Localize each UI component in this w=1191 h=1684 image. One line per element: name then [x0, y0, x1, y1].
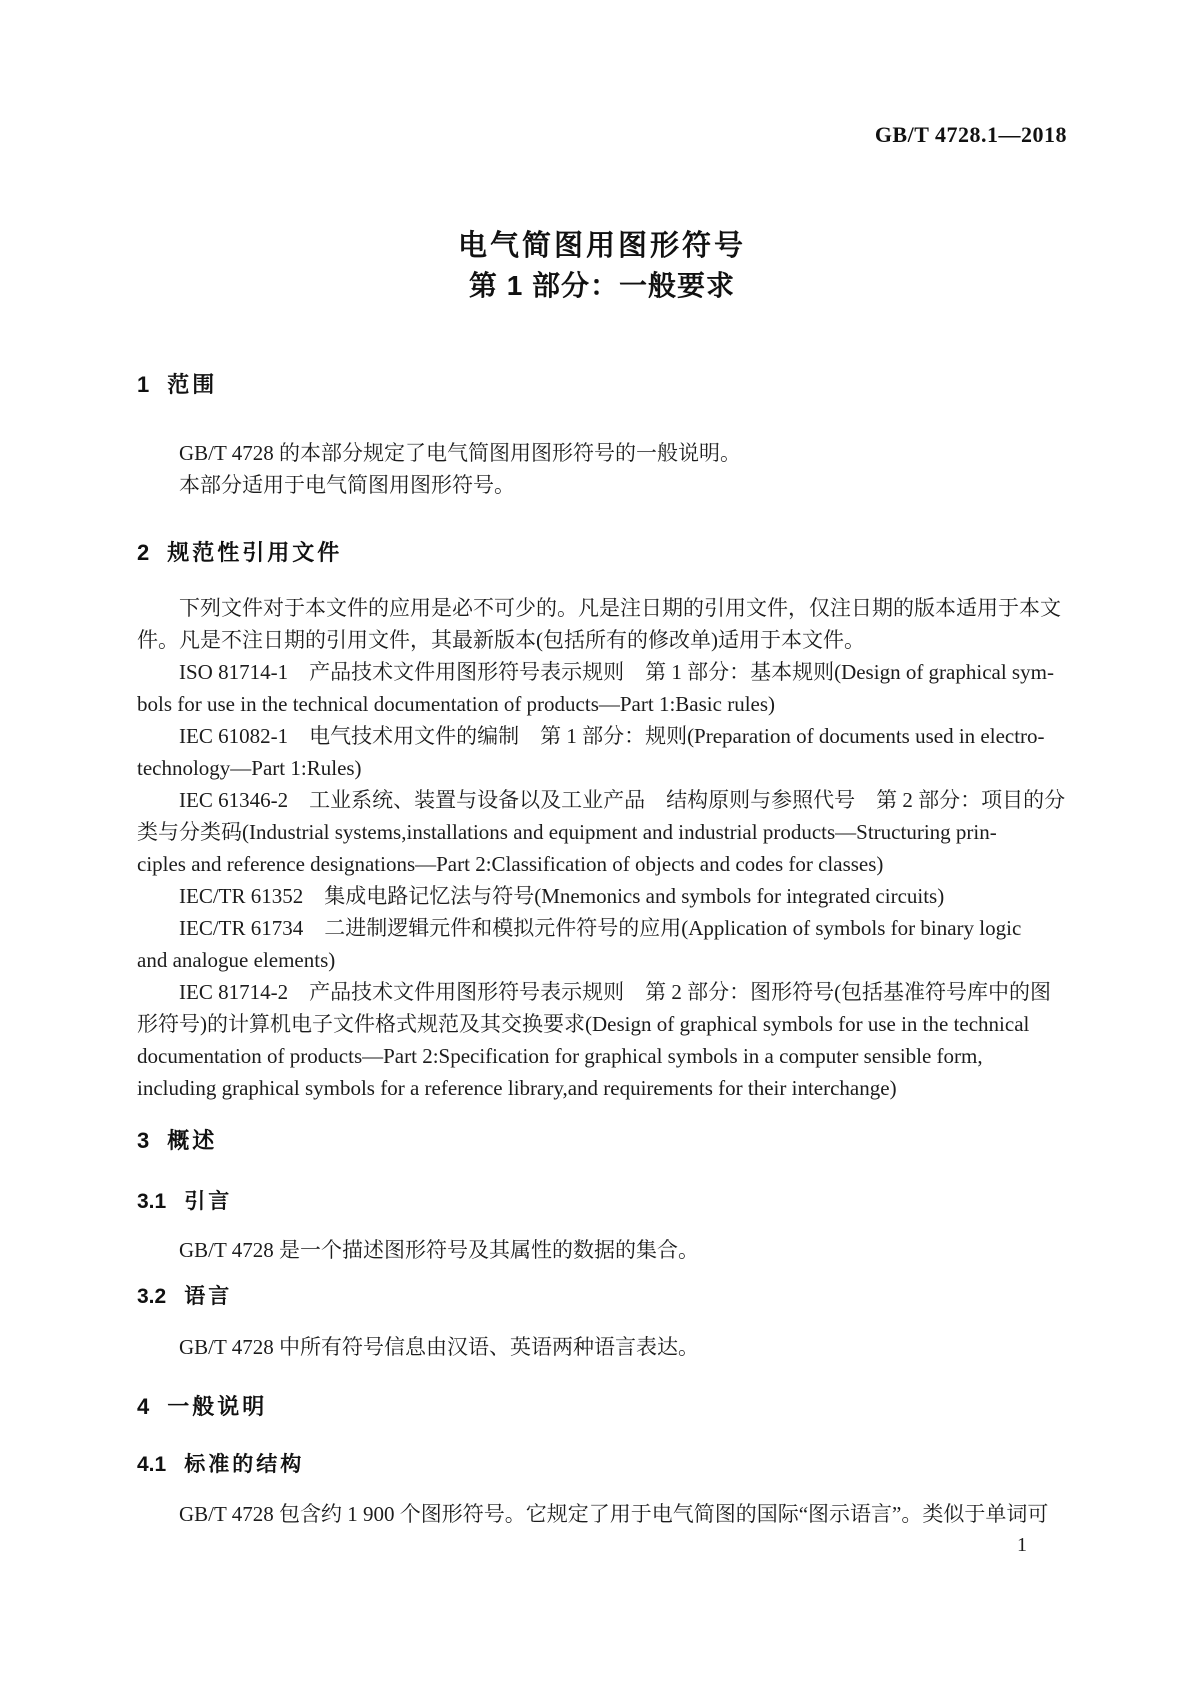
- reference-item-line: ISO 81714-1 产品技术文件用图形符号表示规则 第 1 部分：基本规则(Design of graphical sym-: [179, 660, 1054, 684]
- subsection-title: 语言: [184, 1285, 233, 1308]
- section-number: 2: [137, 540, 150, 565]
- section-heading-general-description: [137, 1393, 1067, 1421]
- section-title: 一般说明: [167, 1394, 268, 1419]
- standard-structure-paragraph: [137, 1498, 1067, 1530]
- reference-item-line: documentation of products—Part 2:Specification for graphical symbols in a computer sensible form,: [137, 1044, 983, 1068]
- text-line: GB/T 4728 中所有符号信息由汉语、英语两种语言表达。: [179, 1335, 699, 1359]
- subsection-title: 标准的结构: [184, 1453, 305, 1476]
- text-line: GB/T 4728 是一个描述图形符号及其属性的数据的集合。: [179, 1238, 699, 1262]
- title-line-1: 电气简图用图形符号: [457, 230, 746, 262]
- reference-item-line: and analogue elements): [137, 948, 336, 972]
- reference-item-line: IEC 61082-1 电气技术用文件的编制 第 1 部分：规则(Preparation of documents used in electro-: [179, 724, 1045, 748]
- subsection-number: 3.1: [137, 1190, 167, 1213]
- document-title: [137, 226, 1067, 306]
- title-line-2: 第 1 部分：一般要求: [468, 270, 736, 301]
- text-line: 件。凡是不注日期的引用文件，其最新版本(包括所有的修改单)适用于本文件。: [137, 628, 865, 652]
- reference-item-line: including graphical symbols for a reference library,and requirements for their interchange): [137, 1076, 897, 1100]
- subsection-number: 3.2: [137, 1285, 167, 1308]
- subsection-number: 4.1: [137, 1453, 167, 1476]
- reference-item-line: IEC/TR 61734 二进制逻辑元件和模拟元件符号的应用(Application of symbols for binary logic: [179, 916, 1022, 940]
- section-number: 1: [137, 372, 150, 397]
- reference-item-line: 类与分类码(Industrial systems,installations and equipment and industrial products—Structuring prin-: [137, 820, 997, 844]
- text-line: GB/T 4728 包含约 1 900 个图形符号。它规定了用于电气简图的国际“图示语言”。类似于单词可: [179, 1502, 1049, 1526]
- text-line: 本部分适用于电气简图用图形符号。: [179, 473, 515, 497]
- subsection-title: 引言: [184, 1190, 233, 1213]
- reference-item-line: IEC 61346-2 工业系统、装置与设备以及工业产品 结构原则与参照代号 第 2 部分：项目的分: [179, 788, 1066, 812]
- section-heading-overview: [137, 1127, 1067, 1155]
- subsection-heading-standard-structure: [137, 1451, 1067, 1479]
- section-title: 概述: [167, 1128, 218, 1153]
- text-line: 下列文件对于本文件的应用是必不可少的。凡是注日期的引用文件，仅注日期的版本适用于本文: [179, 596, 1061, 620]
- subsection-heading-language: [137, 1283, 1067, 1311]
- normative-references-paragraphs: [137, 592, 1067, 1104]
- section-number: 3: [137, 1128, 150, 1153]
- language-paragraph: [137, 1331, 1067, 1363]
- reference-item-line: technology—Part 1:Rules): [137, 756, 362, 780]
- text-line: GB/T 4728 的本部分规定了电气简图用图形符号的一般说明。: [179, 441, 741, 465]
- reference-item-line: bols for use in the technical documentation of products—Part 1:Basic rules): [137, 692, 776, 716]
- scope-paragraphs: [137, 437, 1067, 501]
- reference-item-line: IEC/TR 61352 集成电路记忆法与符号(Mnemonics and symbols for integrated circuits): [179, 884, 945, 908]
- section-number: 4: [137, 1394, 150, 1419]
- subsection-heading-introduction: [137, 1188, 1067, 1216]
- section-title: 规范性引用文件: [167, 540, 343, 565]
- section-title: 范围: [167, 372, 218, 397]
- reference-item-line: 形符号)的计算机电子文件格式规范及其交换要求(Design of graphical symbols for use in the technical: [137, 1012, 1030, 1036]
- reference-item-line: IEC 81714-2 产品技术文件用图形符号表示规则 第 2 部分：图形符号(包括基准符号库中的图: [179, 980, 1052, 1004]
- section-heading-scope: [137, 371, 1067, 399]
- page-number: 1: [1017, 1534, 1027, 1556]
- section-heading-normative-references: [137, 539, 1067, 567]
- standard-code-header: GB/T 4728.1—2018: [874, 122, 1067, 147]
- introduction-paragraph: [137, 1234, 1067, 1266]
- reference-item-line: ciples and reference designations—Part 2:Classification of objects and codes for classes): [137, 852, 884, 876]
